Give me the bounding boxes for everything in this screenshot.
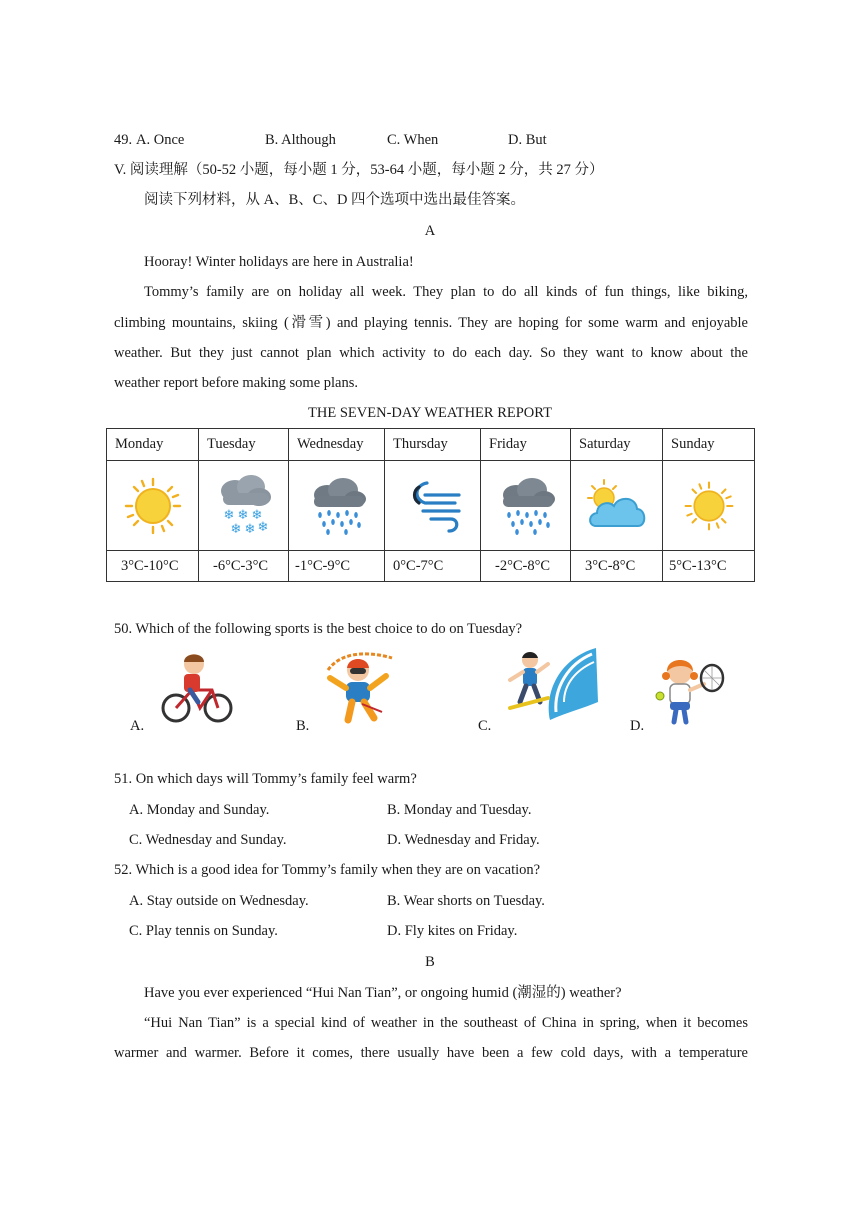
q50-option-a-label: A. [130, 718, 145, 734]
q51-option-a: A. Monday and Sunday. [129, 802, 270, 818]
svg-text:❄: ❄ [257, 519, 268, 535]
day-thursday: Thursday [385, 429, 481, 461]
rain-cloud-icon [494, 475, 558, 537]
q49-option-b: B. Although [265, 132, 336, 148]
tennis-girl-icon [652, 654, 728, 726]
temp-wednesday: -1°C-9°C [289, 551, 385, 582]
question-50-stem: 50. Which of the following sports is the best choice to do on Tuesday? [114, 621, 523, 637]
passage-b-letter: B [425, 954, 435, 970]
weather-table-title: THE SEVEN-DAY WEATHER REPORT [308, 405, 552, 421]
question-49-number: 49. [114, 132, 133, 148]
temp-sunday: 5°C-13°C [663, 551, 755, 582]
weather-cell-monday [107, 461, 199, 551]
passage-a-para2-line3: weather. But they just cannot plan which activity to do each day. So they want to know about the [114, 345, 748, 361]
passage-a-para2-line4: weather report before making some plans. [114, 375, 358, 391]
biking-boy-icon [160, 650, 234, 726]
weather-cell-sunday [663, 461, 755, 551]
temp-saturday: 3°C-8°C [571, 551, 663, 582]
section-v-instruction: 阅读下列材料，从 A、B、C、D 四个选项中选出最佳答案。 [144, 192, 526, 208]
passage-b-para1: Have you ever experienced “Hui Nan Tian”, or ongoing humid (潮湿的) weather? [144, 985, 622, 1001]
svg-text:❄: ❄ [251, 507, 262, 523]
passage-a-para2-line1: Tommy’s family are on holiday all week. They plan to do all kinds of fun things, like biking, [144, 284, 748, 300]
q50-option-c-label: C. [478, 718, 492, 734]
q49-option-d: D. But [508, 132, 547, 148]
question-49 [114, 130, 132, 150]
snow-cloud-icon [213, 473, 275, 539]
passage-b-para2-line2: warmer and warmer. Before it comes, there usually have been a few cold days, with a temperature [114, 1045, 748, 1061]
q52-option-b: B. Wear shorts on Tuesday. [387, 893, 545, 909]
q50-option-b-label: B. [296, 718, 310, 734]
section-v-heading: V. 阅读理解（50-52 小题，每小题 1 分，53-64 小题，每小题 2 分，共 27 分） [114, 162, 604, 178]
q51-option-c: C. Wednesday and Sunday. [129, 832, 287, 848]
passage-a-letter: A [424, 223, 436, 239]
wind-icon [401, 477, 465, 535]
temp-friday: -2°C-8°C [481, 551, 571, 582]
svg-text:❄: ❄ [223, 507, 234, 523]
q49-option-a: A. Once [136, 132, 185, 148]
weather-cell-friday [481, 461, 571, 551]
day-tuesday: Tuesday [199, 429, 289, 461]
weather-cell-tuesday [199, 461, 289, 551]
passage-b-para2-line1: “Hui Nan Tian” is a special kind of weather in the southeast of China in spring, when it becomes [144, 1015, 748, 1031]
weather-cell-wednesday [289, 461, 385, 551]
temp-monday: 3°C-10°C [107, 551, 199, 582]
partly-cloudy-icon [584, 478, 650, 534]
passage-a-para2-line2: climbing mountains, skiing (滑雪) and playing tennis. They are hoping for some warm and enjoyable [114, 315, 748, 331]
passage-a-para1: Hooray! Winter holidays are here in Australia! [144, 254, 414, 270]
day-monday: Monday [107, 429, 199, 461]
q51-option-d: D. Wednesday and Friday. [387, 832, 540, 848]
rain-cloud-icon [305, 475, 369, 537]
temp-tuesday: -6°C-3°C [199, 551, 289, 582]
sun-icon [123, 476, 183, 536]
svg-text:❄: ❄ [237, 507, 248, 523]
day-wednesday: Wednesday [289, 429, 385, 461]
weather-report-table [106, 428, 755, 582]
climbing-boy-icon [322, 648, 398, 726]
q52-option-c: C. Play tennis on Sunday. [129, 923, 278, 939]
day-friday: Friday [481, 429, 571, 461]
q49-option-c: C. When [387, 132, 439, 148]
q52-option-a: A. Stay outside on Wednesday. [129, 893, 309, 909]
svg-text:❄: ❄ [244, 521, 255, 537]
svg-text:❄: ❄ [230, 521, 241, 537]
skiing-boy-icon [504, 642, 600, 724]
q50-option-d-label: D. [630, 718, 645, 734]
q52-option-d: D. Fly kites on Friday. [387, 923, 518, 939]
temp-thursday: 0°C-7°C [385, 551, 481, 582]
day-saturday: Saturday [571, 429, 663, 461]
day-sunday: Sunday [663, 429, 755, 461]
sun-icon [683, 480, 735, 532]
weather-cell-saturday [571, 461, 663, 551]
question-51-stem: 51. On which days will Tommy’s family feel warm? [114, 771, 417, 787]
question-52-stem: 52. Which is a good idea for Tommy’s family when they are on vacation? [114, 862, 541, 878]
q51-option-b: B. Monday and Tuesday. [387, 802, 532, 818]
weather-cell-thursday [385, 461, 481, 551]
